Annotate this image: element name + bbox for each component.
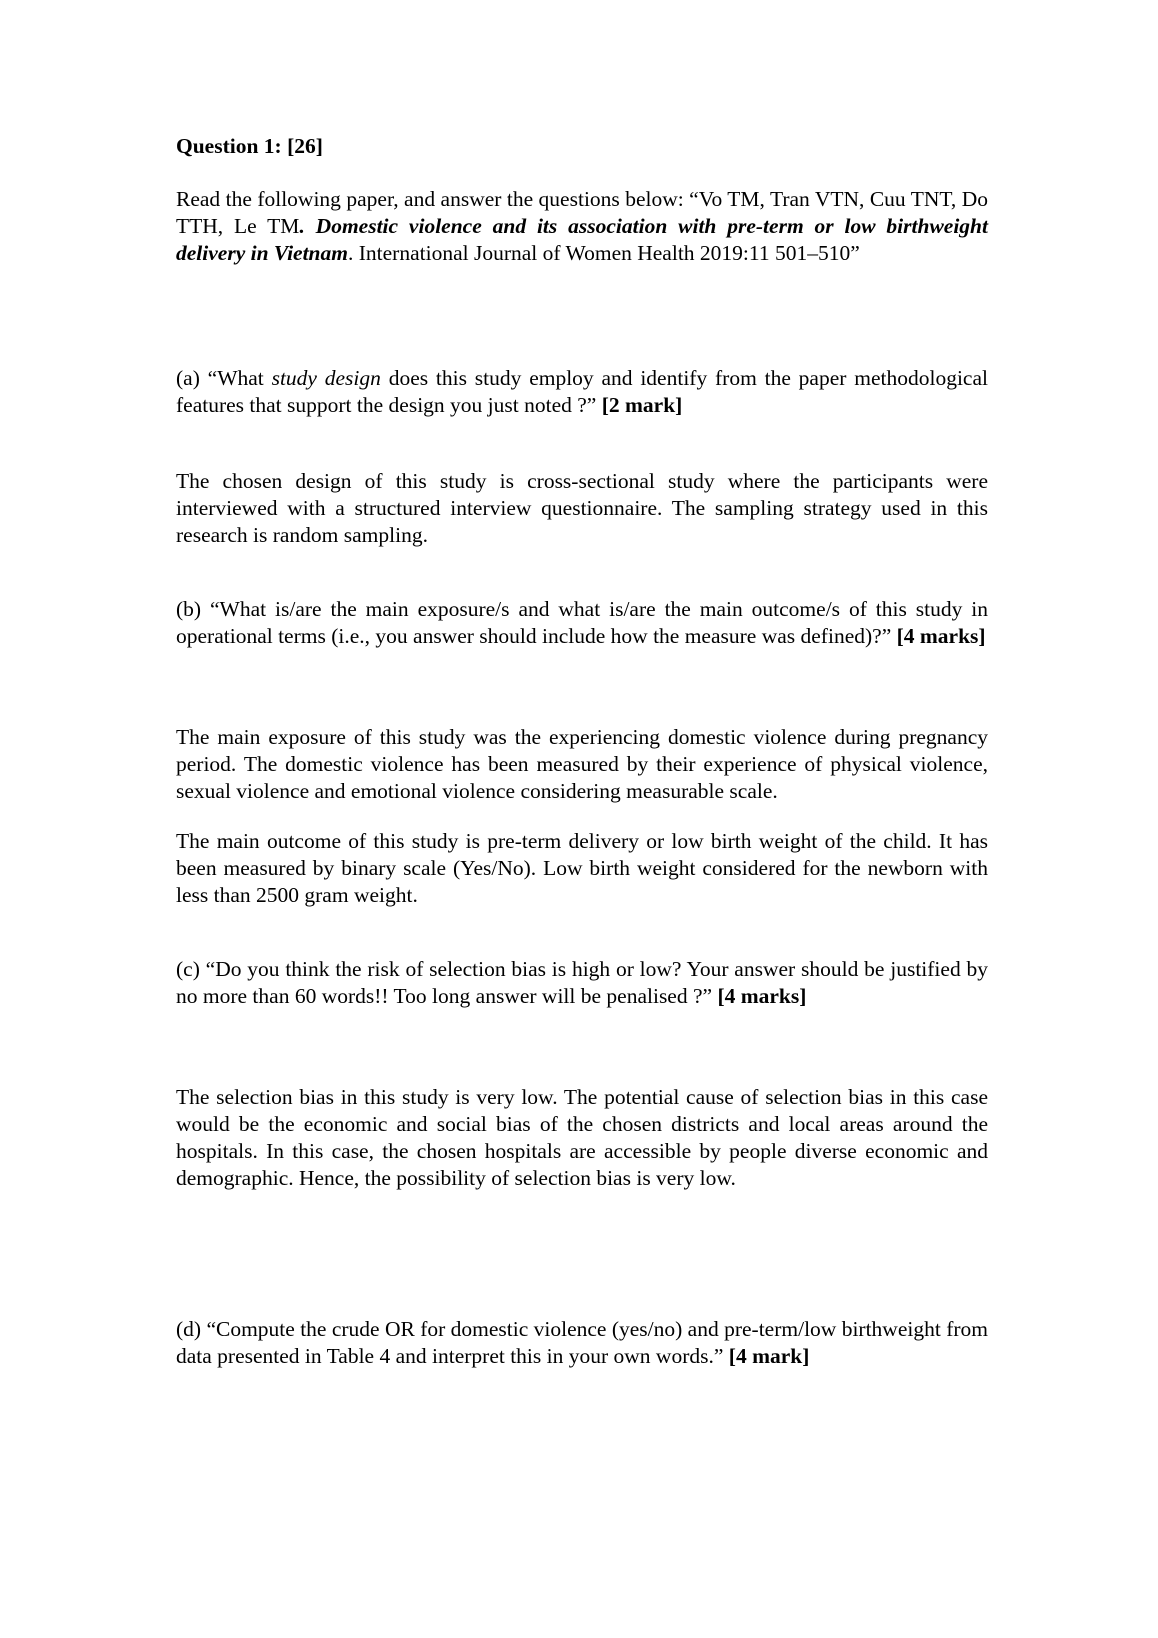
intro-paper-title: . Domestic violence and its association with pre-term or low birthweight delivery in Vietnam [176, 214, 988, 265]
part-d-question [176, 1316, 988, 1370]
part-b-question [176, 596, 988, 650]
part-b-answer-outcome: The main outcome of this study is pre-term delivery or low birth weight of the child. It has been measured by binary scale (Yes/No). Low birth weight considered for the newborn with less than 2500 gram weight. [176, 829, 988, 907]
part-d-question-text: (d) “Compute the crude OR for domestic violence (yes/no) and pre-term/low birthweight from data presented in Table 4 and interpret this in your own words.” [176, 1317, 988, 1368]
part-c-question-text: (c) “Do you think the risk of selection bias is high or low? Your answer should be justified by no more than 60 words!! Too long answer will be penalised ?” [176, 957, 988, 1008]
part-c-question [176, 956, 988, 1010]
question-title-text: Question 1: [26] [176, 134, 323, 158]
question-intro [176, 186, 988, 267]
part-a-question-emphasis: study design [271, 366, 381, 390]
part-a-answer: The chosen design of this study is cross-sectional study where the participants were interviewed with a structured interview questionnaire. The sampling strategy used in this research is random sampling. [176, 469, 988, 547]
part-a-question [176, 365, 988, 419]
part-b-question-text: (b) “What is/are the main exposure/s and what is/are the main outcome/s of this study in operational terms (i.e., you answer should include how the measure was defined)?” [176, 597, 988, 648]
part-a-question-end: does this study employ and identify from the paper methodological features that support the design you just noted ?” [176, 366, 988, 417]
part-b-marks: [4 marks] [896, 624, 986, 648]
part-c-answer: The selection bias in this study is very low. The potential cause of selection bias in this case would be the economic and social bias of the chosen districts and local areas around the hospitals. In this case, the chosen hospitals are accessible by people diverse economic and demographic. Hence, the possibility of selection bias is very low. [176, 1085, 988, 1190]
intro-authors: Read the following paper, and answer the questions below: “Vo TM, Tran VTN, Cuu TNT, Do TTH, Le TM [176, 187, 988, 238]
part-c-marks: [4 marks] [717, 984, 807, 1008]
part-d-marks: [4 mark] [728, 1344, 810, 1368]
question-title [176, 133, 988, 160]
part-b-answer-exposure: The main exposure of this study was the experiencing domestic violence during pregnancy period. The domestic violence has been measured by their experience of physical violence, sexual violence and emotional violence considering measurable scale. [176, 725, 988, 803]
intro-journal: . International Journal of Women Health 2019:11 501–510” [348, 241, 860, 265]
part-a-question-start: (a) “What [176, 366, 272, 390]
part-a-marks: [2 mark] [601, 393, 683, 417]
